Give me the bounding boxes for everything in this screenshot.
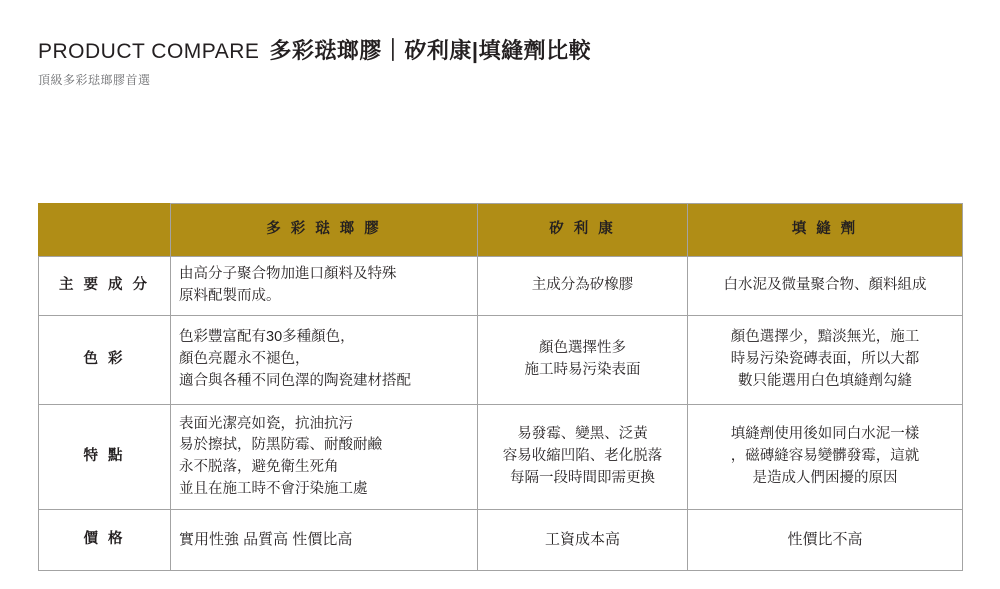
cell-text-line: 並且在施工時不會汙染施工處 — [179, 480, 368, 497]
header-eyebrow: PRODUCT COMPARE — [38, 40, 260, 63]
row-label-features: 特 點 — [39, 405, 171, 510]
comparison-table — [38, 203, 963, 571]
table-row — [39, 316, 963, 405]
row-label-color: 色 彩 — [39, 316, 171, 405]
table-header-corner — [39, 204, 171, 257]
cell-text-line: 是造成人們困擾的原因 — [752, 469, 898, 486]
cell-features-product-a — [171, 405, 478, 510]
cell-text-line: 主成分為矽橡膠 — [531, 277, 634, 294]
cell-text-line: 性價比不高 — [787, 530, 863, 548]
cell-features-product-c — [688, 405, 963, 510]
cell-text-line: 每隔一段時間即需更換 — [510, 469, 655, 486]
cell-text-line: 施工時易污染表面 — [524, 362, 641, 378]
comparison-table-wrap — [38, 203, 962, 571]
cell-text-line: 數只能選用白色填縫劑勾縫 — [738, 372, 912, 389]
page-header — [38, 34, 962, 88]
cell-text-line: 時易污染瓷磚表面，所以大都 — [730, 351, 920, 368]
column-header-product-b: 矽 利 康 — [478, 204, 688, 257]
cell-text-line: 填縫劑使用後如同白水泥一樣 — [730, 426, 920, 443]
table-row — [39, 405, 963, 510]
cell-text-line: 表面光潔亮如瓷，抗油抗污 — [179, 415, 353, 432]
column-header-product-a: 多 彩 琺 瑯 膠 — [171, 204, 478, 257]
cell-text-line: 白水泥及微量聚合物、顏料組成 — [723, 277, 927, 294]
row-label-price: 價 格 — [39, 510, 171, 571]
table-header-row — [39, 204, 963, 257]
cell-ingredients-product-b — [478, 257, 688, 316]
header-title-line — [38, 34, 962, 65]
table-row — [39, 510, 963, 571]
cell-text-line: 工資成本高 — [544, 530, 620, 548]
table-row — [39, 257, 963, 316]
cell-text-line: 實用性強 品質高 性價比高 — [179, 530, 353, 548]
cell-color-product-b — [478, 316, 688, 405]
cell-text-line: 由高分子聚合物加進口顏料及特殊 — [179, 266, 397, 283]
cell-text-line: 易發霉、變黑、泛黃 — [517, 426, 648, 443]
cell-text-line: 原料配製而成。 — [179, 288, 281, 304]
column-header-product-c: 填 縫 劑 — [688, 204, 963, 257]
cell-text-line: ，磁磚縫容易變髒發霉，這就 — [730, 448, 920, 465]
cell-text-line: 容易收縮凹陷、老化脱落 — [502, 448, 663, 465]
cell-text-line: 永不脱落，避免衛生死角 — [179, 459, 339, 475]
page-title: 多彩琺瑯膠｜矽利康|填縫劑比較 — [269, 38, 592, 63]
cell-text-line: 顏色選擇性多 — [539, 340, 626, 357]
cell-text-line: 易於擦拭，防黑防霉、耐酸耐鹼 — [179, 437, 382, 454]
cell-price-product-b — [478, 510, 688, 571]
row-label-ingredients: 主 要 成 分 — [39, 257, 171, 316]
cell-color-product-a — [171, 316, 478, 405]
cell-text-line: 顏色亮麗永不褪色， — [179, 351, 310, 368]
cell-features-product-b — [478, 405, 688, 510]
cell-text-line: 顏色選擇少，黯淡無光，施工 — [730, 329, 920, 346]
cell-color-product-c — [688, 316, 963, 405]
page-subtitle: 頂級多彩琺瑯膠首選 — [38, 73, 151, 87]
cell-ingredients-product-c — [688, 257, 963, 316]
cell-text-line: 色彩豐富配有30多種顏色， — [179, 329, 355, 346]
cell-ingredients-product-a — [171, 257, 478, 316]
cell-price-product-a — [171, 510, 478, 571]
cell-text-line: 適合與各種不同色澤的陶瓷建材搭配 — [179, 372, 411, 389]
cell-price-product-c — [688, 510, 963, 571]
